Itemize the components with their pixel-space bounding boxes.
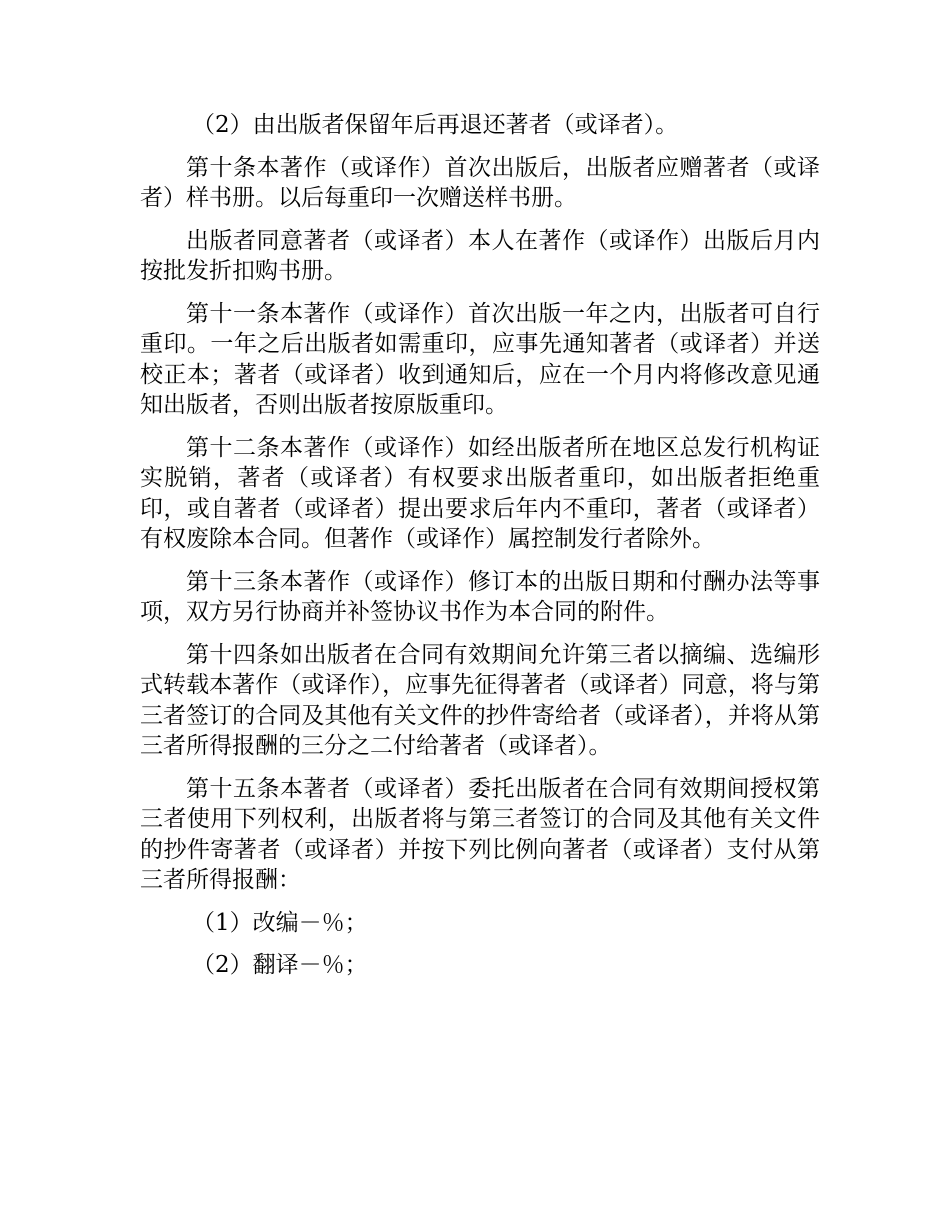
clause-article-11: 第十一条本著作（或译作）首次出版一年之内，出版者可自行重印。一年之后出版者如需重印，应事先通知著者（或译者）并送校正本；著者（或译者）收到通知后，应在一个月内将修改意见通知出版者，否则出版者按原版重印。 [140, 300, 820, 418]
clause-article-14: 第十四条如出版者在合同有效期间允许第三者以摘编、选编形式转载本著作（或译作），应事先征得著者（或译者）同意，将与第三者签订的合同及其他有关文件的抄件寄给者（或译者），并将从第三者所得报酬的三分之二付给著者（或译者）。 [140, 641, 820, 759]
clause-article-15: 第十五条本著者（或译者）委托出版者在合同有效期间授权第三者使用下列权利，出版者将与第三者签订的合同及其他有关文件的抄件寄著者（或译者）并按下列比例向著者（或译者）支付从第三者所得报酬： [140, 775, 820, 893]
document-body [140, 110, 820, 993]
clause-item-translation: （2）翻译－％； [192, 952, 368, 978]
clause-item: （2）由出版者保留年后再退还著者（或译者）。 [192, 112, 679, 138]
clause-purchase-discount: 出版者同意著者（或译者）本人在著作（或译作）出版后月内按批发折扣购书册。 [140, 227, 820, 284]
clause-item-adaptation: （1）改编－％； [192, 909, 368, 936]
clause-article-10: 第十条本著作（或译作）首次出版后，出版者应赠著者（或译者）样书册。以后每重印一次赠送样书册。 [140, 154, 820, 211]
clause-article-13: 第十三条本著作（或译作）修订本的出版日期和付酬办法等事项，双方另行协商并补签协议书作为本合同的附件。 [140, 568, 820, 625]
clause-article-12: 第十二条本著作（或译作）如经出版者所在地区总发行机构证实脱销，著者（或译者）有权要求出版者重印，如出版者拒绝重印，或自著者（或译者）提出要求后年内不重印，著者（或译者）有权废除本合同。但著作（或译作）属控制发行者除外。 [140, 434, 820, 552]
